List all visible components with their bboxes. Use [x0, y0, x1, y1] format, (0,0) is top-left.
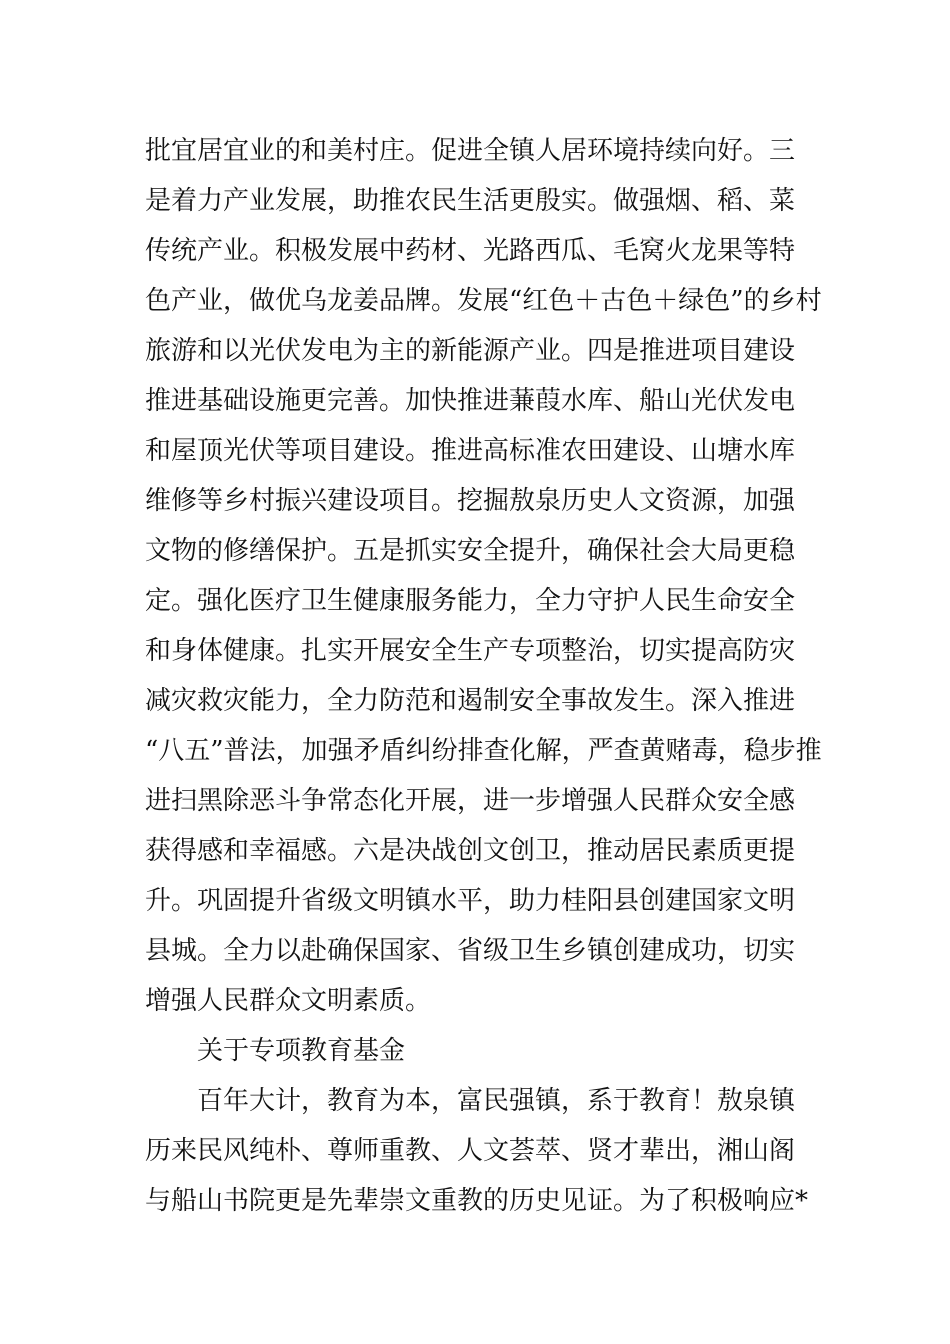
- paragraph-line: 是着力产业发展，助推农民生活更殷实。做强烟、稻、菜: [145, 186, 796, 216]
- paragraph-line: 获得感和幸福感。六是决战创文创卫，推动居民素质更提: [145, 836, 796, 866]
- paragraph-line: 推进基础设施更完善。加快推进蒹葭水库、船山光伏发电: [145, 386, 796, 416]
- paragraph-line: “八五”普法，加强矛盾纠纷排查化解，严查黄赌毒，稳步推: [145, 736, 822, 766]
- section-heading: 关于专项教育基金: [197, 1036, 406, 1066]
- paragraph-line: 与船山书院更是先辈崇文重教的历史见证。为了积极响应*: [145, 1186, 809, 1216]
- paragraph-line: 文物的修缮保护。五是抓实安全提升，确保社会大局更稳: [145, 536, 796, 566]
- paragraph-line: 色产业，做优乌龙姜品牌。发展“红色＋古色＋绿色”的乡村: [145, 286, 822, 316]
- paragraph-line: 定。强化医疗卫生健康服务能力，全力守护人民生命安全: [145, 586, 796, 616]
- paragraph-line: 县城。全力以赴确保国家、省级卫生乡镇创建成功，切实: [145, 936, 796, 966]
- body-text: [145, 126, 835, 1226]
- paragraph-line: 减灾救灾能力，全力防范和遏制安全事故发生。深入推进: [145, 686, 796, 716]
- paragraph-line: 百年大计，教育为本，富民强镇，系于教育！敖泉镇: [197, 1086, 796, 1116]
- paragraph-line: 升。巩固提升省级文明镇水平，助力桂阳县创建国家文明: [145, 886, 796, 916]
- paragraph-line: 维修等乡村振兴建设项目。挖掘敖泉历史人文资源，加强: [145, 486, 796, 516]
- paragraph-line: 传统产业。积极发展中药材、光路西瓜、毛窝火龙果等特: [145, 236, 796, 266]
- paragraph-line: 历来民风纯朴、尊师重教、人文荟萃、贤才辈出，湘山阁: [145, 1136, 796, 1166]
- paragraph-line: 进扫黑除恶斗争常态化开展，进一步增强人民群众安全感: [145, 786, 796, 816]
- paragraph-line: 批宜居宜业的和美村庄。促进全镇人居环境持续向好。三: [145, 136, 796, 166]
- paragraph-line: 和身体健康。扎实开展安全生产专项整治，切实提高防灾: [145, 636, 796, 666]
- paragraph-line: 旅游和以光伏发电为主的新能源产业。四是推进项目建设: [145, 336, 796, 366]
- paragraph-line: 增强人民群众文明素质。: [145, 986, 432, 1016]
- paragraph-line: 和屋顶光伏等项目建设。推进高标准农田建设、山塘水库: [145, 436, 796, 466]
